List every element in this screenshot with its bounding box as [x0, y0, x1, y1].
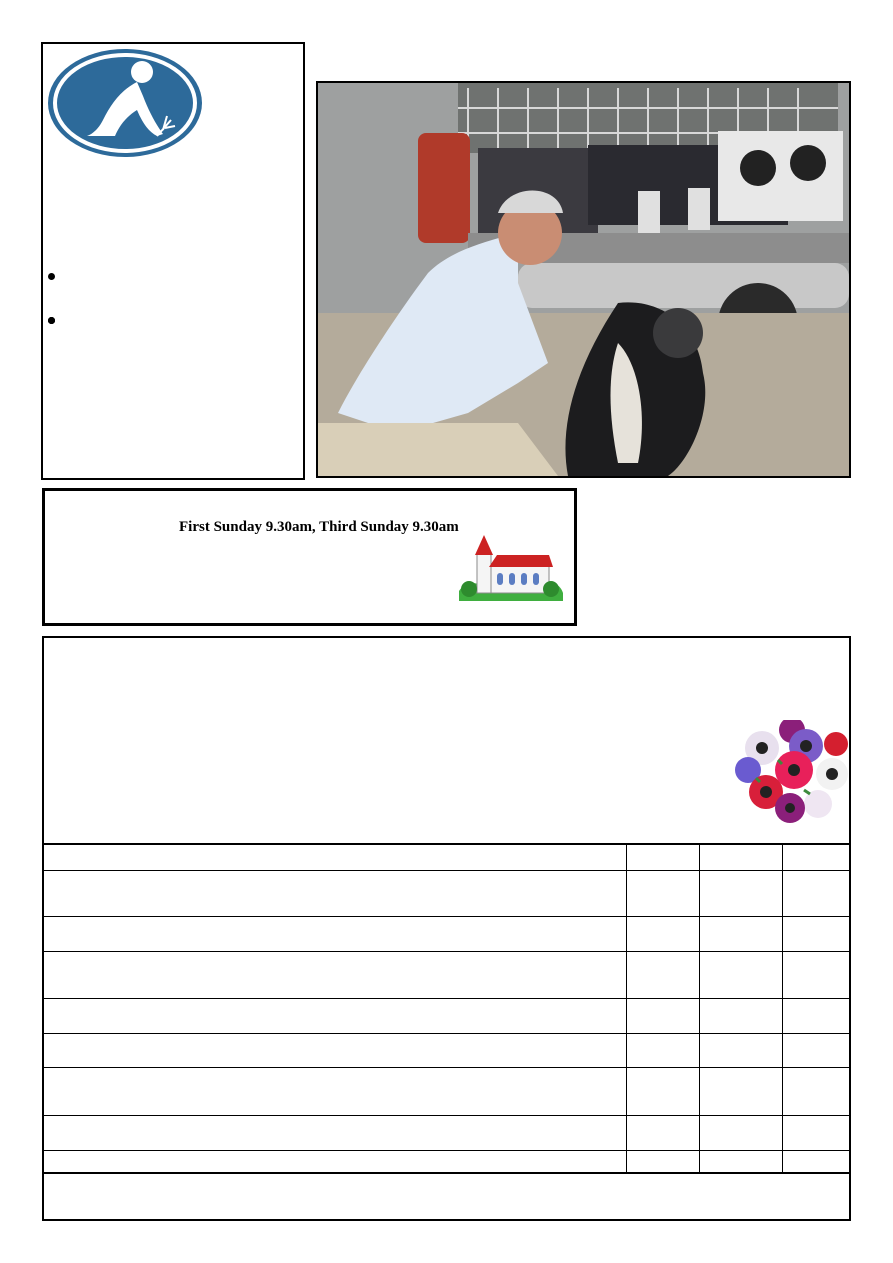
table-row	[44, 1115, 849, 1150]
service-times-text: First Sunday 9.30am, Third Sunday 9.30am	[179, 519, 459, 535]
notice-box	[42, 636, 851, 1221]
info-panel	[41, 42, 305, 480]
table-row	[44, 870, 849, 916]
table-cell	[699, 998, 782, 1033]
info-bullet-item	[47, 266, 61, 310]
table-cell	[626, 951, 699, 998]
table-cell	[699, 951, 782, 998]
table-row	[44, 951, 849, 998]
table-cell	[44, 870, 626, 916]
table-row	[44, 844, 849, 870]
table-cell	[626, 1067, 699, 1115]
table-cell	[626, 916, 699, 951]
table-cell	[44, 1067, 626, 1115]
table-cell	[782, 870, 849, 916]
table-cell	[782, 916, 849, 951]
table-row	[44, 998, 849, 1033]
table-cell	[782, 1067, 849, 1115]
table-cell	[44, 1033, 626, 1067]
table-cell	[626, 998, 699, 1033]
kneeling-figure-logo	[45, 46, 205, 160]
man-with-dog-photo	[316, 81, 851, 478]
table-cell	[626, 870, 699, 916]
table-cell	[782, 951, 849, 998]
table-cell	[626, 844, 699, 870]
table-cell	[44, 951, 626, 998]
table-cell	[626, 1115, 699, 1150]
table-cell	[782, 1033, 849, 1067]
table-cell	[44, 998, 626, 1033]
table-cell	[44, 916, 626, 951]
table-cell	[782, 998, 849, 1033]
info-bullet-list	[47, 266, 61, 310]
table-cell	[44, 844, 626, 870]
table-cell	[699, 844, 782, 870]
table-cell	[699, 1115, 782, 1150]
flower-bouquet-icon	[734, 720, 850, 824]
table-cell	[699, 1033, 782, 1067]
photo-illustration	[318, 83, 849, 476]
table-cell	[782, 844, 849, 870]
church-icon	[459, 535, 563, 601]
table-row	[44, 1033, 849, 1067]
table-cell	[44, 1115, 626, 1150]
roster-table	[44, 843, 849, 1174]
table-cell	[699, 870, 782, 916]
table-cell	[626, 1033, 699, 1067]
table-cell	[699, 1067, 782, 1115]
church-service-box	[42, 488, 577, 626]
table-cell	[782, 1115, 849, 1150]
table-cell	[699, 916, 782, 951]
table-row	[44, 1067, 849, 1115]
table-row	[44, 916, 849, 951]
footer-note	[44, 1170, 849, 1220]
